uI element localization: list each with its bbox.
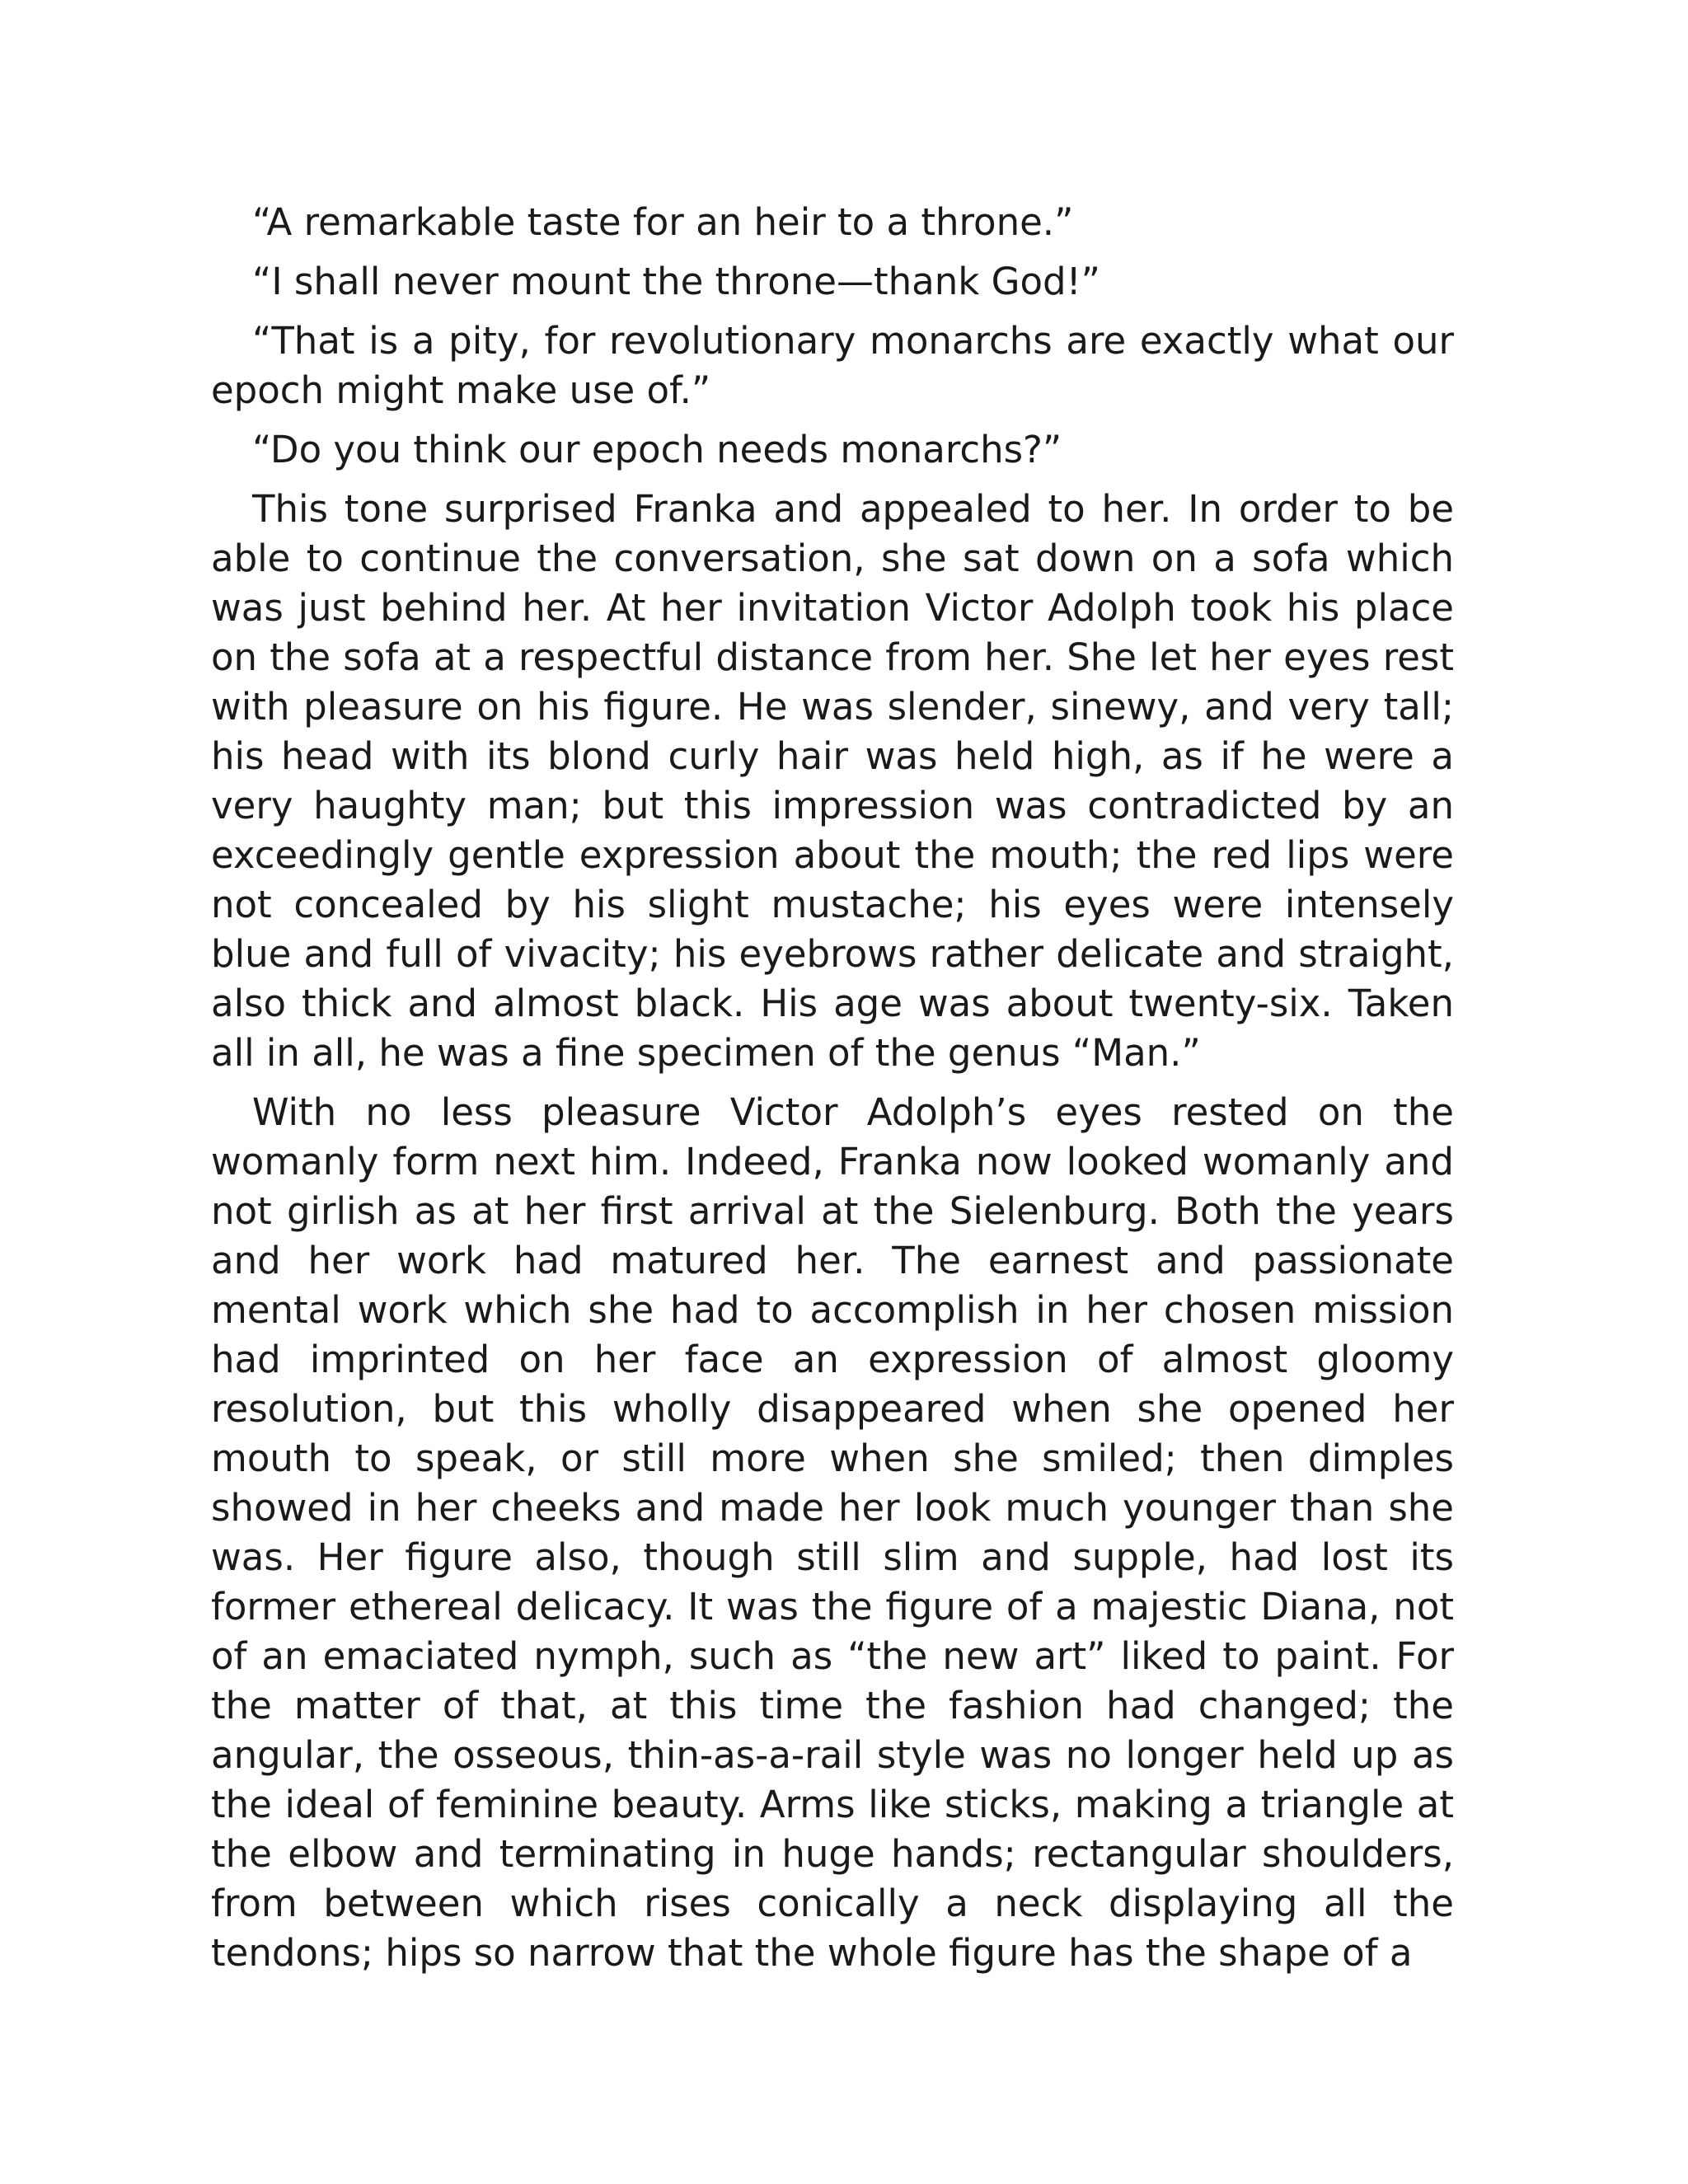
page-body-text — [211, 198, 1454, 1988]
paragraph-3: “That is a pity, for revolutionary monarchs are exactly what our epoch might make use of.” — [211, 319, 1454, 412]
paragraph-1: “A remarkable taste for an heir to a throne.” — [252, 200, 1074, 244]
paragraph-5: This tone surprised Franka and appealed to her. In order to be able to continue the conversation, she sat down on a sofa which was just behind her. At her invitation Victor Adolph took his place on the sofa at a respectful distance from her. She let her eyes rest with pleasure on his figure. He was slender, sinewy, and very tall; his head with its blond curly hair was held high, as if he were a very haughty man; but this impression was contradicted by an exceedingly gentle expression about the mouth; the red lips were not concealed by his slight mustache; his eyes were intensely blue and full of vivacity; his eyebrows rather delicate and straight, also thick and almost black. His age was about twenty-six. Taken all in all, he was a fine specimen of the genus “Man.” — [211, 487, 1454, 1075]
paragraph-6: With no less pleasure Victor Adolph’s eyes rested on the womanly form next him. Indeed, Franka now looked womanly and not girlish as at her first arrival at the Sielenburg. Both the years and her work had matured her. The earnest and passionate mental work which she had to accomplish in her chosen mission had imprinted on her face an expression of almost gloomy resolution, but this wholly disappeared when she opened her mouth to speak, or still more when she smiled; then dimples showed in her cheeks and made her look much younger than she was. Her figure also, though still slim and supple, had lost its former ethereal delicacy. It was the figure of a majestic Diana, not of an emaciated nymph, such as “the new art” liked to paint. For the matter of that, at this time the fashion had changed; the angular, the osseous, thin-as-a-rail style was no longer held up as the ideal of feminine beauty. Arms like sticks, making a triangle at the elbow and terminating in huge hands; rectangular shoulders, from between which rises conically a neck displaying all the tendons; hips so narrow that the whole figure has the shape of a — [211, 1090, 1454, 1975]
paragraph-2: “I shall never mount the throne—thank God!” — [252, 260, 1100, 303]
paragraph-4: “Do you think our epoch needs monarchs?” — [252, 428, 1062, 471]
